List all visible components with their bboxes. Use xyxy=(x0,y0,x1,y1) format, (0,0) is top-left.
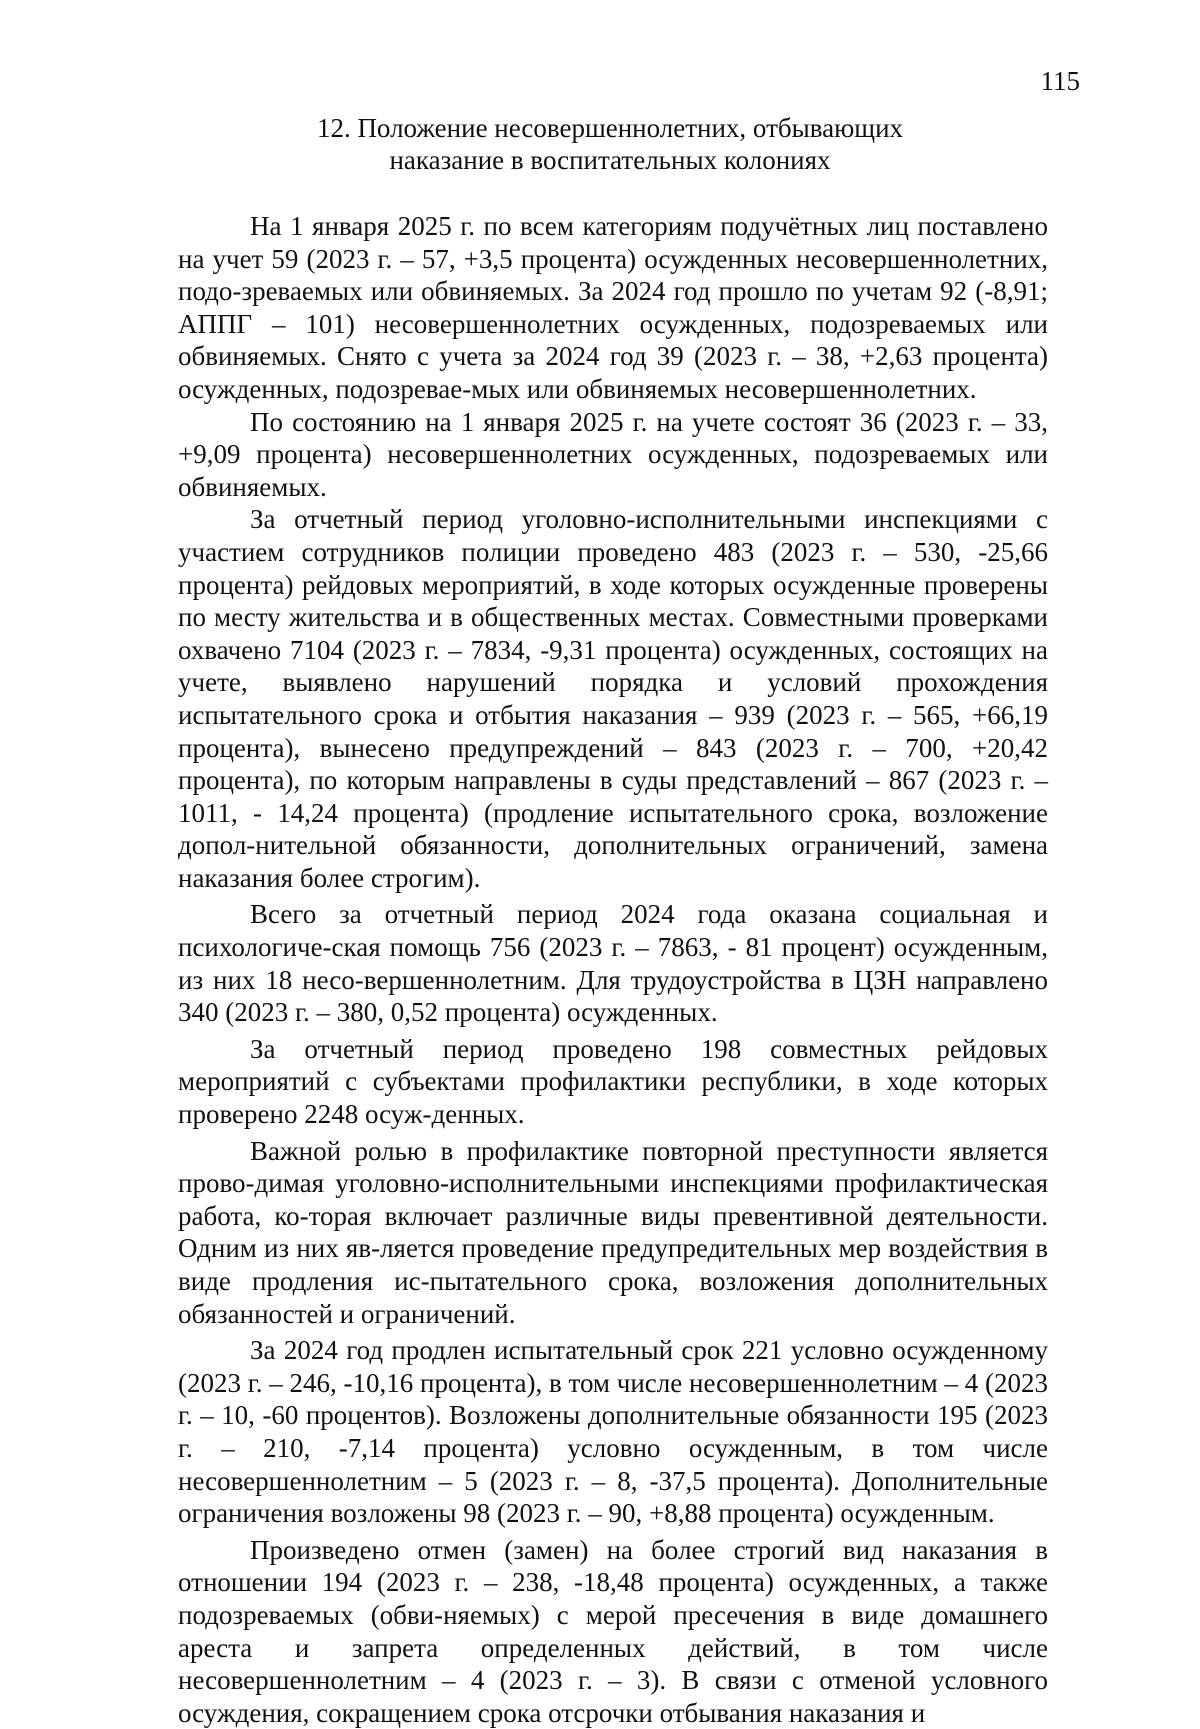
paragraph-4: Всего за отчетный период 2024 года оказана социальная и психологиче-ская помощь 756 (2023 г. – 7863, - 81 процент) осужденным, из них 18 несо-вершеннолетним. Для трудоустройства в ЦЗН направлено 340 (2023 г. – 380, 0,52 процента) осужденных. xyxy=(178,899,1048,1028)
body-text xyxy=(178,210,1048,1729)
paragraph-8: Произведено отмен (замен) на более строгий вид наказания в отношении 194 (2023 г. – 238, -18,48 процента) осужденных, а также подозреваемых (обви-няемых) с мерой пресечения в виде домашнего ареста и запрета определенных действий, в том числе несовершеннолетним – 4 (2023 г. – 3). В связи с отменой условного осуждения, сокращением срока отсрочки отбывания наказания и xyxy=(178,1534,1048,1728)
section-title-line-2: наказание в воспитательных колониях xyxy=(389,145,831,175)
paragraph-3: За отчетный период уголовно-исполнительными инспекциями с участием сотрудников полиции проведено 483 (2023 г. – 530, -25,66 процента) рейдовых мероприятий, в ходе которых осужденные проверены по месту жительства и в общественных местах. Совместными проверками охвачено 7104 (2023 г. – 7834, -9,31 процента) осужденных, состоящих на учете, выявлено нарушений порядка и условий прохождения испытательного срока и отбытия наказания – 939 (2023 г. – 565, +66,19 процента), вынесено предупреждений – 843 (2023 г. – 700, +20,42 процента), по которым направлены в суды представлений – 867 (2023 г. – 1011, - 14,24 процента) (продление испытательного срока, возложение допол-нительной обязанности, дополнительных ограничений, замена наказания более строгим). xyxy=(178,504,1048,893)
paragraph-7: За 2024 год продлен испытательный срок 221 условно осужденному (2023 г. – 246, -10,16 процента), в том числе несовершеннолетним – 4 (2023 г. – 10, -60 процентов). Возложены дополнительные обязанности 195 (2023 г. – 210, -7,14 процента) условно осужденным, в том числе несовершеннолетним – 5 (2023 г. – 8, -37,5 процента). Дополнительные ограничения возложены 98 (2023 г. – 90, +8,88 процента) осужденным. xyxy=(178,1335,1048,1529)
paragraph-6: Важной ролью в профилактике повторной преступности является прово-димая уголовно-исполнительными инспекциями профилактическая работа, ко-торая включает различные виды превентивной деятельности. Одним из них яв-ляется проведение предупредительных мер воздействия в виде продления ис-пытательного срока, возложения дополнительных обязанностей и ограничений. xyxy=(178,1135,1048,1329)
section-title-line-1: 12. Положение несовершеннолетних, отбывающих xyxy=(316,113,904,143)
page-number: 115 xyxy=(1040,66,1080,96)
paragraph-5: За отчетный период проведено 198 совместных рейдовых мероприятий с субъектами профилактики республики, в ходе которых проверено 2248 осуж-денных. xyxy=(178,1033,1048,1130)
paragraph-1: На 1 января 2025 г. по всем категориям подучётных лиц поставлено на учет 59 (2023 г. – 57, +3,5 процента) осужденных несовершеннолетних, подо-зреваемых или обвиняемых. За 2024 год прошло по учетам 92 (-8,91; АППГ – 101) несовершеннолетних осужденных, подозреваемых или обвиняемых. Снято с учета за 2024 год 39 (2023 г. – 38, +2,63 процента) осужденных, подозревае-мых или обвиняемых несовершеннолетних. xyxy=(178,211,1048,404)
paragraph-2: По состоянию на 1 января 2025 г. на учете состоят 36 (2023 г. – 33, +9,09 процента) несовершеннолетних осужденных, подозреваемых или обвиняемых. xyxy=(178,406,1048,502)
section-title xyxy=(180,112,1040,176)
